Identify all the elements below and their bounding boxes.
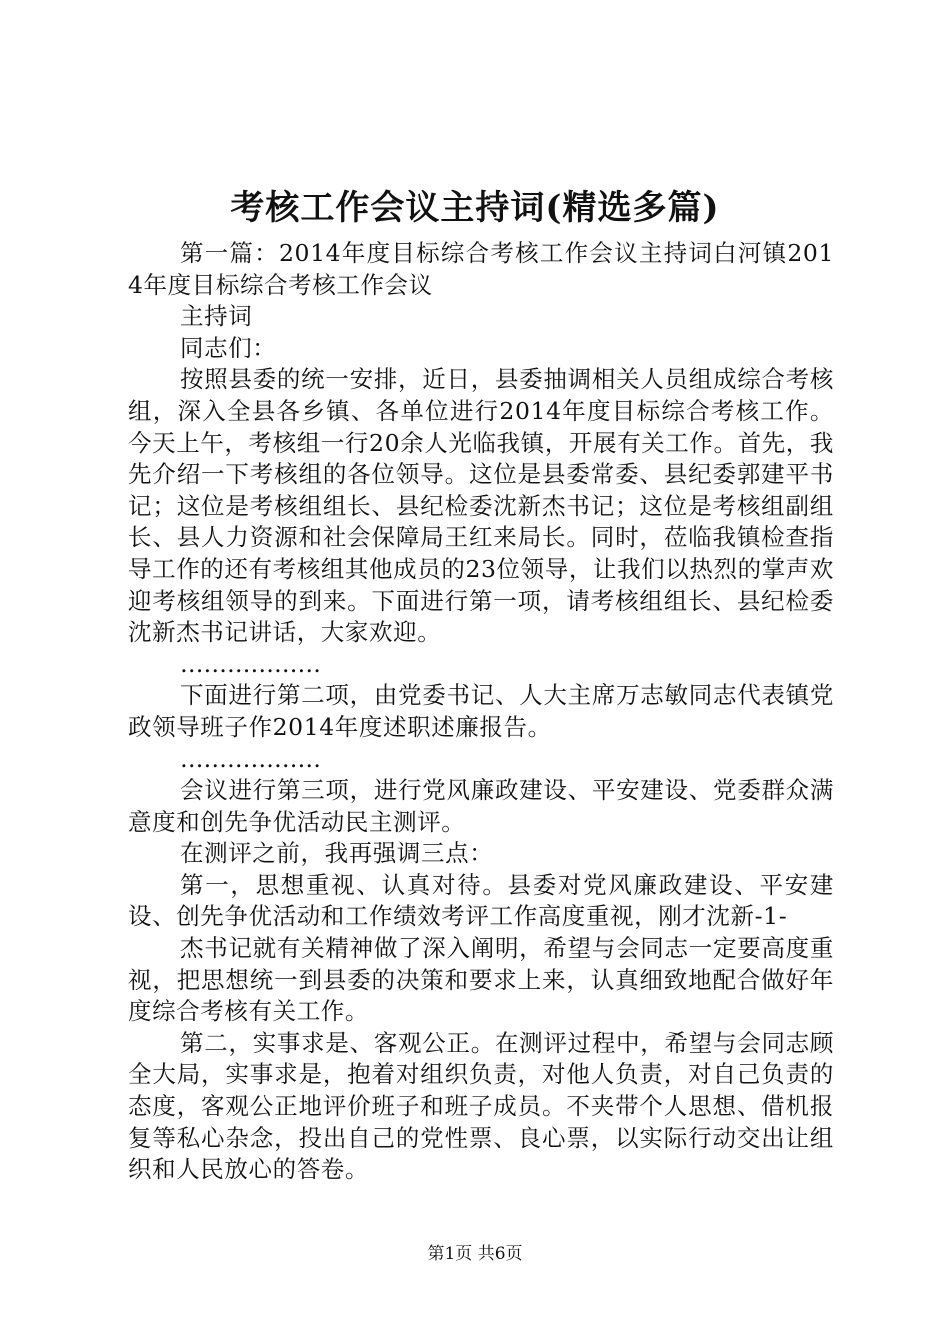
paragraph-salutation: 同志们： xyxy=(180,333,277,362)
ellipsis-separator: ……………… xyxy=(180,744,321,773)
paragraph-intro: 第一篇：2014年度目标综合考核工作会议主持词白河镇2014年度目标综合考核工作会议 xyxy=(128,239,834,299)
paragraph-point-two: 第二，实事求是、客观公正。在测评过程中，希望与会同志顾全大局，实事求是，抱着对组织负责，对他人负责，对自己负责的态度，客观公正地评价班子和班子成员。不夹带个人思想、借机报复等私心杂念，投出自己的党性票、良心票，以实际行动交出让组织和人民放心的答卷。 xyxy=(128,1028,834,1184)
paragraph-third-item: 会议进行第三项，进行党风廉政建设、平安建设、党委群众满意度和创先争优活动民主测评。 xyxy=(128,776,834,836)
document-body xyxy=(128,238,834,1186)
page-footer: 第1页 共6页 xyxy=(427,1244,523,1264)
paragraph-three-points-intro: 在测评之前，我再强调三点： xyxy=(180,839,494,868)
paragraph-host-speech-label: 主持词 xyxy=(180,302,253,331)
paragraph-point-one-continued: 杰书记就有关精神做了深入阐明，希望与会同志一定要高度重视，把思想统一到县委的决策和要求上来，认真细致地配合做好年度综合考核有关工作。 xyxy=(128,934,834,1026)
paragraph-second-item: 下面进行第二项，由党委书记、人大主席万志敏同志代表镇党政领导班子作2014年度述职述廉报告。 xyxy=(128,681,834,741)
paragraph-point-one: 第一，思想重视、认真对待。县委对党风廉政建设、平安建设、创先争优活动和工作绩效考评工作高度重视，刚才沈新-1- xyxy=(128,870,834,931)
paragraph-introduction-of-leaders: 按照县委的统一安排，近日，县委抽调相关人员组成综合考核组，深入全县各乡镇、各单位进行2014年度目标综合考核工作。今天上午，考核组一行20余人光临我镇，开展有关工作。首先，我先介绍一下考核组的各位领导。这位是县委常委、县纪委郭建平书记；这位是考核组组长、县纪检委沈新杰书记；这位是考核组副组长、县人力资源和社会保障局王红来局长。同时，莅临我镇检查指导工作的还有考核组其他成员的23位领导，让我们以热烈的掌声欢迎考核组领导的到来。下面进行第一项，请考核组组长、县纪检委沈新杰书记讲话，大家欢迎。 xyxy=(128,365,834,647)
document-title: 考核工作会议主持词(精选多篇) xyxy=(230,188,720,228)
ellipsis-separator: ……………… xyxy=(180,649,321,678)
